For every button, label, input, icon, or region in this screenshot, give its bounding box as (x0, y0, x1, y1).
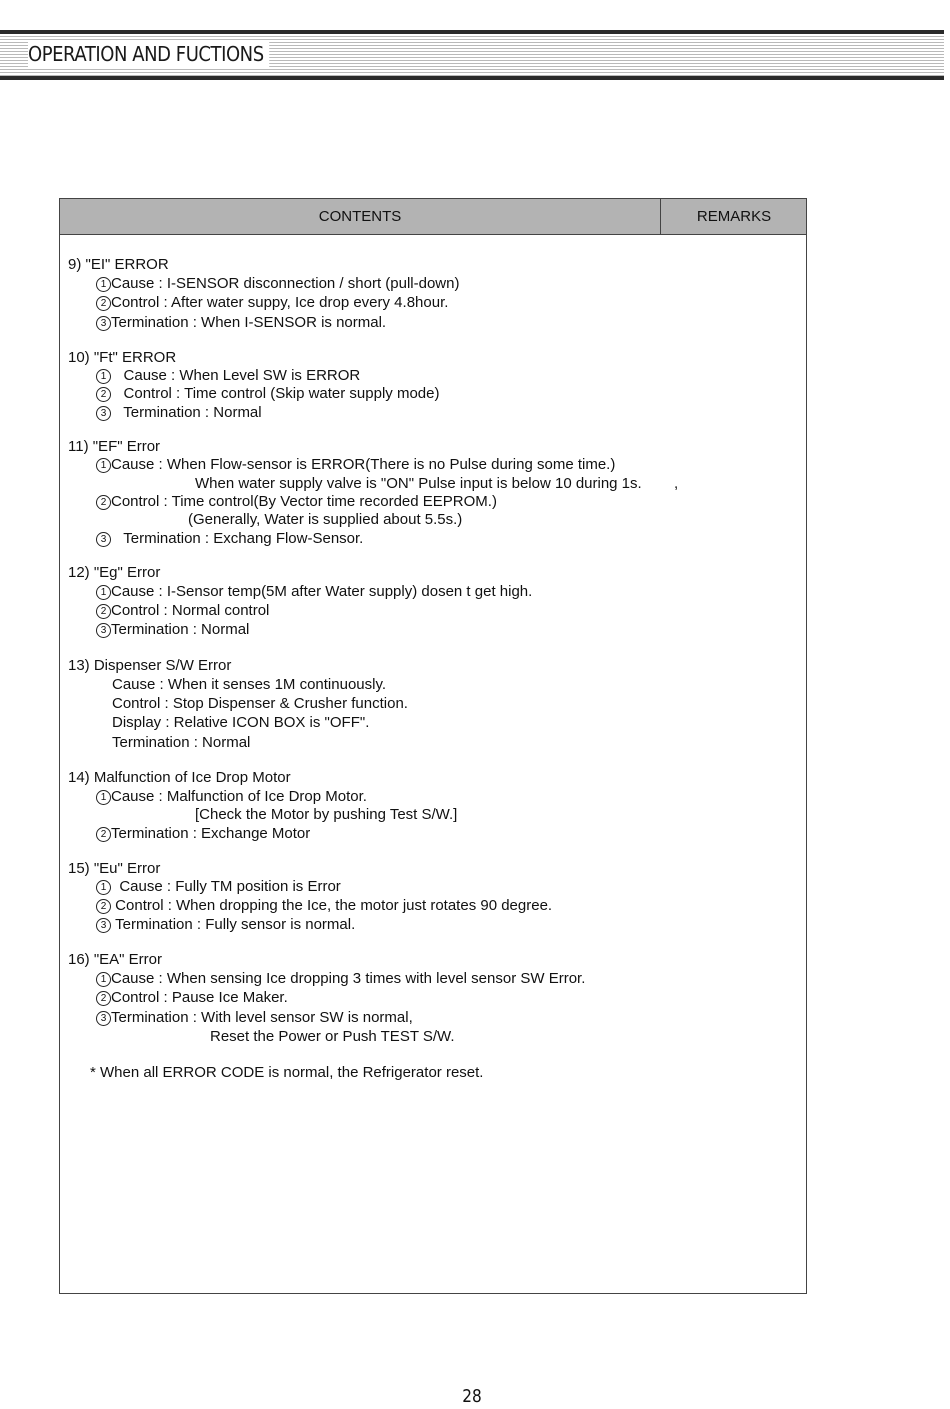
list-item-continuation: [Check the Motor by pushing Test S/W.] (195, 806, 458, 823)
reset-note: * When all ERROR CODE is normal, the Refrigerator reset. (90, 1064, 484, 1081)
list-item: 2 Control : Normal control (96, 602, 269, 620)
list-item-continuation: (Generally, Water is supplied about 5.5s.) (188, 511, 463, 528)
list-item: 2 Control : After water suppy, Ice drop every 4.8hour. (96, 294, 448, 312)
circled-number-icon: 2 (96, 899, 111, 914)
list-item: 1 Cause : Malfunction of Ice Drop Motor. (96, 788, 367, 806)
list-item: 2 Control : Time control (Skip water supply mode) (96, 385, 439, 403)
page-number: 28 (462, 1386, 482, 1407)
circled-number-icon: 3 (96, 532, 111, 547)
list-item: 3 Termination : Normal (96, 621, 249, 639)
circled-number-icon: 1 (96, 277, 111, 292)
circled-number-icon: 2 (96, 296, 111, 311)
circled-number-icon: 2 (96, 495, 111, 510)
list-item: 3 Termination : Exchang Flow-Sensor. (96, 530, 363, 548)
list-item: 2 Control : Pause Ice Maker. (96, 989, 288, 1007)
heading-eu-error: 15) "Eu" Error (68, 860, 161, 877)
circled-number-icon: 1 (96, 880, 111, 895)
remarks-column-header: REMARKS (696, 208, 772, 225)
circled-number-icon: 2 (96, 991, 111, 1006)
heading-ea-error: 16) "EA" Error (68, 951, 163, 968)
list-item: 3 Termination : Fully sensor is normal. (96, 916, 355, 934)
circled-number-icon: 1 (96, 790, 111, 805)
circled-number-icon: 2 (96, 604, 111, 619)
list-item: 3 Termination : When I-SENSOR is normal. (96, 314, 386, 332)
list-item: 1 Cause : When sensing Ice dropping 3 times with level sensor SW Error. (96, 970, 585, 988)
contents-column-header: CONTENTS (60, 199, 661, 234)
circled-number-icon: 3 (96, 623, 111, 638)
list-item: Display : Relative ICON BOX is "OFF". (112, 714, 370, 731)
page-title: OPERATION AND FUCTIONS (28, 41, 269, 67)
circled-number-icon: 1 (96, 369, 111, 384)
list-item: 1 Cause : I-Sensor temp(5M after Water supply) dosen t get high. (96, 583, 532, 601)
list-item: 1 Cause : I-SENSOR disconnection / short (pull-down) (96, 275, 459, 293)
list-item-continuation: Reset the Power or Push TEST S/W. (210, 1028, 455, 1045)
circled-number-icon: 1 (96, 585, 111, 600)
list-item: 1 Cause : Fully TM position is Error (96, 878, 341, 896)
circled-number-icon: 1 (96, 972, 111, 987)
heading-ft-error: 10) "Ft" ERROR (68, 349, 177, 366)
header-rule-bottom (0, 76, 944, 80)
circled-number-icon: 3 (96, 316, 111, 331)
circled-number-icon: 2 (96, 827, 111, 842)
circled-number-icon: 1 (96, 458, 111, 473)
contents-table (59, 198, 807, 1294)
list-item: Termination : Normal (112, 734, 251, 751)
heading-ef-error: 11) "EF" Error (68, 438, 161, 455)
circled-number-icon: 3 (96, 918, 111, 933)
circled-number-icon: 3 (96, 1011, 111, 1026)
heading-ice-drop-motor: 14) Malfunction of Ice Drop Motor (68, 769, 291, 786)
table-header-row (60, 199, 806, 235)
list-item: Cause : When it senses 1M continuously. (112, 676, 387, 693)
circled-number-icon: 3 (96, 406, 111, 421)
list-item: 3 Termination : With level sensor SW is normal, (96, 1009, 413, 1027)
circled-number-icon: 2 (96, 387, 111, 402)
heading-dispenser-error: 13) Dispenser S/W Error (68, 657, 232, 674)
list-item: 2 Control : Time control(By Vector time recorded EEPROM.) (96, 493, 497, 511)
list-item: 2 Termination : Exchange Motor (96, 825, 310, 843)
list-item: 1 Cause : When Level SW is ERROR (96, 367, 360, 385)
list-item: 1 Cause : When Flow-sensor is ERROR(There is no Pulse during some time.) (96, 456, 615, 474)
heading-ei-error: 9) "EI" ERROR (68, 256, 169, 273)
list-item-continuation: When water supply valve is "ON" Pulse input is below 10 during 1s. (195, 475, 642, 492)
list-item: 2 Control : When dropping the Ice, the motor just rotates 90 degree. (96, 897, 552, 915)
stray-mark: , (674, 475, 679, 492)
list-item: Control : Stop Dispenser & Crusher function. (112, 695, 408, 712)
heading-eg-error: 12) "Eg" Error (68, 564, 161, 581)
list-item: 3 Termination : Normal (96, 404, 262, 422)
